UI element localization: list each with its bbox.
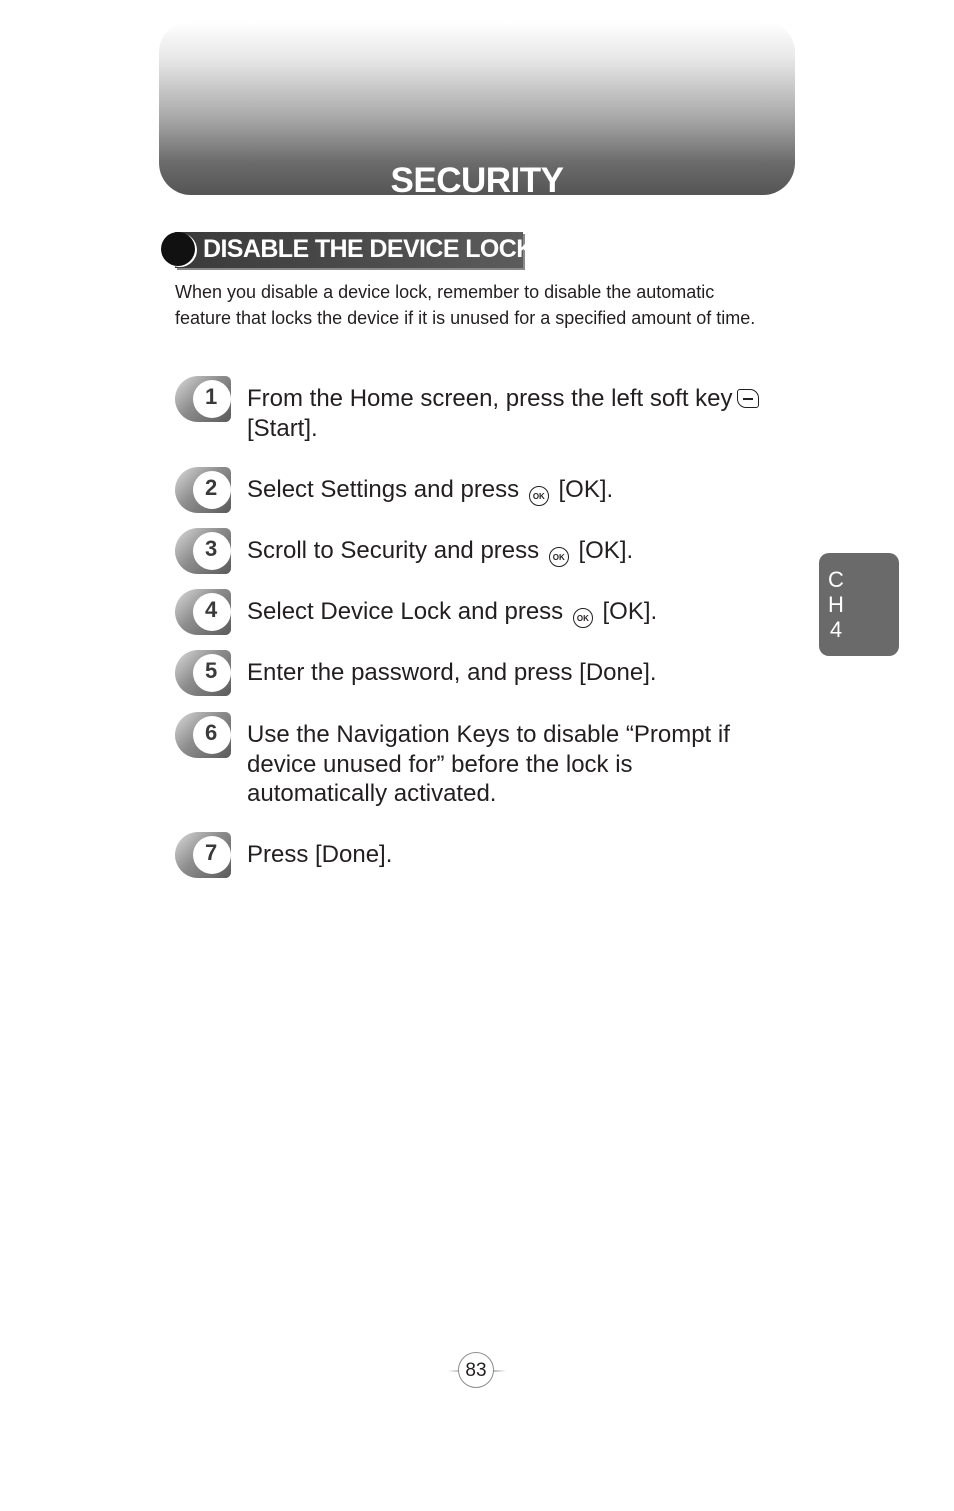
- page-header: [159, 22, 795, 200]
- step-badge: [175, 650, 231, 696]
- step-badge: [175, 376, 231, 422]
- chapter-tab-letter: 4: [829, 617, 843, 642]
- section-title: DISABLE THE DEVICE LOCK: [203, 235, 534, 263]
- step-text: Press [Done].: [247, 841, 393, 868]
- step-text: Select Device Lock and press OK [OK].: [247, 597, 807, 628]
- ok-key-icon: OK: [573, 608, 593, 628]
- step-number: 1: [205, 384, 218, 409]
- step-text: Select Settings and press OK [OK].: [247, 475, 807, 506]
- step-badge: [175, 712, 231, 758]
- step-number: 4: [205, 597, 218, 622]
- step-badge: [175, 528, 231, 574]
- step-number: 3: [205, 536, 218, 561]
- step-text: From the Home screen, press the left soft key [Start].: [247, 384, 797, 443]
- step-number: 6: [205, 720, 218, 745]
- step-number: 5: [205, 658, 218, 683]
- section-bullet-icon: [161, 232, 195, 266]
- step-badge: [175, 467, 231, 513]
- step-text: Enter the password, and press [Done].: [247, 659, 657, 686]
- page-title: SECURITY: [390, 161, 564, 200]
- chapter-tab-letter: H: [828, 592, 844, 617]
- chapter-tab: [819, 553, 899, 656]
- step-text: Use the Navigation Keys to disable “Prompt if device unused for” before the lock is automatically activated.: [247, 721, 730, 807]
- step-number: 7: [205, 840, 218, 865]
- left-soft-key-icon: [737, 389, 759, 408]
- step-number: 2: [205, 475, 218, 500]
- step-badge: [175, 832, 231, 878]
- ok-key-icon: OK: [549, 547, 569, 567]
- step-text: Scroll to Security and press OK [OK].: [247, 536, 807, 567]
- chapter-tab-letter: C: [828, 567, 844, 592]
- page-number: 83: [458, 1352, 494, 1388]
- page-number-badge: [448, 1351, 506, 1391]
- intro-paragraph: When you disable a device lock, remember to disable the automatic feature that locks the device if it is unused for a specified amount of time.: [175, 282, 756, 328]
- ok-key-icon: OK: [529, 486, 549, 506]
- step-badge: [175, 589, 231, 635]
